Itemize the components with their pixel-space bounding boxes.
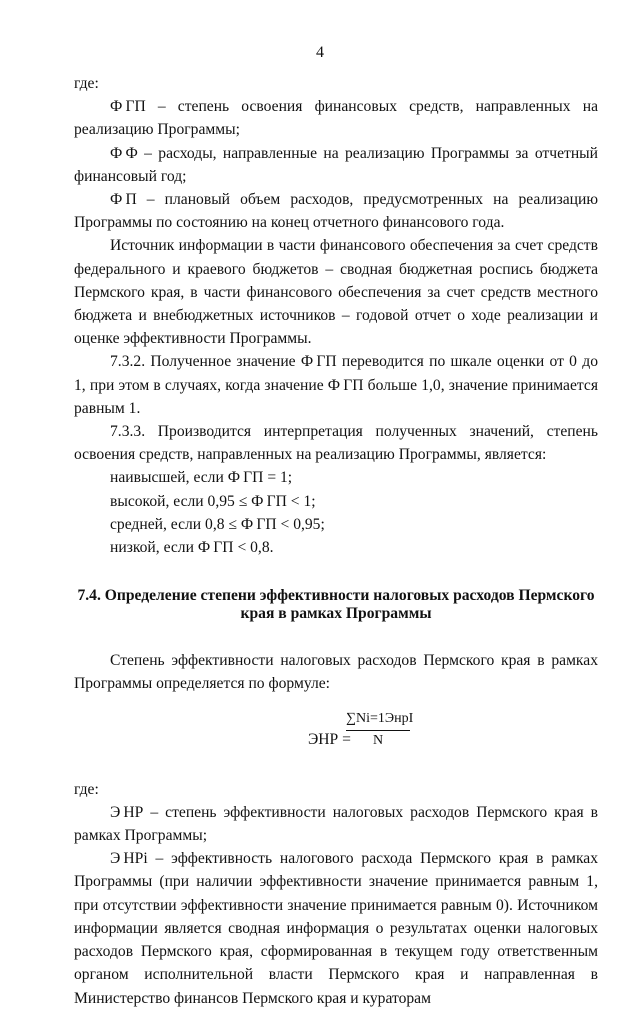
- definition-ff: Ф Ф – расходы, направленные на реализацию Программы за отчетный финансовый год;: [74, 144, 598, 185]
- paragraph-7-3-2: 7.3.2. Полученное значение Ф ГП переводится по шкале оценки от 0 до 1, при этом в случаях, когда значение Ф ГП больше 1,0, значение принимается равным 1.: [74, 353, 598, 417]
- formula-denominator: N: [372, 732, 384, 748]
- criteria-high: высокой, если 0,95 ≤ Ф ГП < 1;: [110, 492, 316, 510]
- definition-enr: Э НР – степень эффективности налоговых расходов Пермского края в рамках Программы;: [74, 803, 598, 845]
- formula-fraction: [346, 710, 414, 751]
- definition-fgp: Ф ГП – степень освоения финансовых средств, направленных на реализацию Программы;: [74, 98, 598, 139]
- criteria-low: низкой, если Ф ГП < 0,8.: [110, 539, 274, 557]
- paragraph-7-3-3: 7.3.3. Производится интерпретация полученных значений, степень освоения средств, направленных на реализацию Программы, является:: [74, 423, 598, 464]
- formula-block: [74, 710, 598, 768]
- where-label-2: где:: [74, 780, 99, 798]
- page-number: 4: [316, 44, 324, 61]
- where-label-1: где:: [74, 75, 99, 92]
- definition-fp: Ф П – плановый объем расходов, предусмотренных на реализацию Программы по состоянию на конец отчетного финансового года.: [74, 191, 598, 232]
- definition-enri: Э НРi – эффективность налогового расхода Пермского края в рамках Программы (при наличии эффективности значение принимается равным 1, при отсутствии эффективности значение принимается равным 0). Источником информации является сводная информация о результатах оценки налоговых расходов Пермского края, сформированная в текущем году ответственным органом исполнительной власти Пермского края и направленная в Министерство финансов Пермского края и кураторам: [74, 850, 598, 1007]
- document-body: [74, 72, 598, 1010]
- source-paragraph: Источник информации в части финансового обеспечения за счет средств федерального и краевого бюджетов – сводная бюджетная роспись бюджета Пермского края, в части финансового обеспечения за счет средств местного бюджета и внебюджетных источников – годовой отчет о ходе реализации и оценке эффективности Программы.: [74, 237, 598, 348]
- section-heading-7-4: 7.4. Определение степени эффективности налоговых расходов Пермского края в рамках Программы: [77, 587, 595, 623]
- formula-lhs: ЭНР =: [308, 730, 351, 748]
- formula-intro: Степень эффективности налоговых расходов Пермского края в рамках Программы определяется по формуле:: [74, 652, 598, 693]
- formula-numerator: ∑Ni=1ЭнрI: [346, 710, 410, 731]
- criteria-medium: средней, если 0,8 ≤ Ф ГП < 0,95;: [110, 515, 325, 533]
- criteria-highest: наивысшей, если Ф ГП = 1;: [110, 469, 293, 487]
